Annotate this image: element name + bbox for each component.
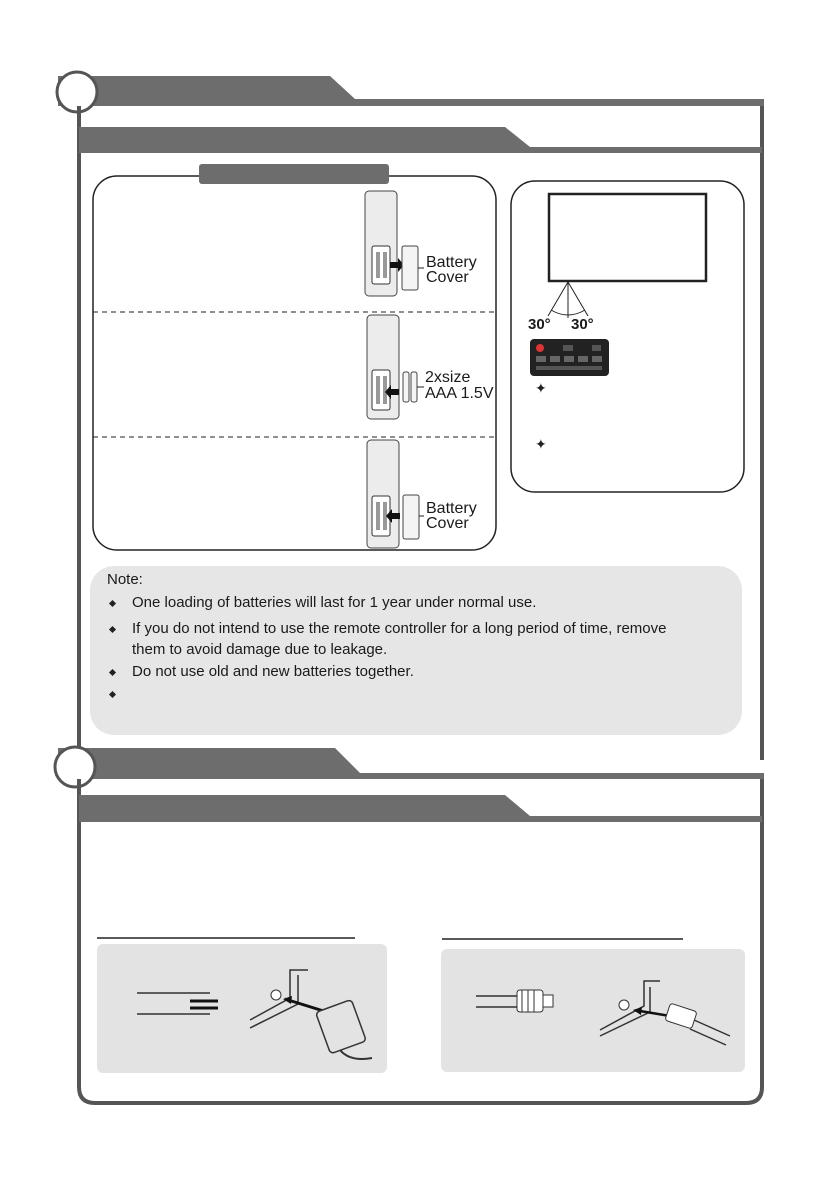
note-item-2: If you do not intend to use the remote controller for a long period of time, remove [132, 620, 667, 637]
section2-subheader-bar [79, 795, 762, 822]
section1-subheader-bar [79, 127, 762, 153]
step3-label-line2: Cover [426, 515, 469, 532]
battery-box [93, 176, 496, 550]
sparkle-icon: ✦ [535, 380, 547, 396]
tv-screen-icon [549, 194, 706, 281]
angle-left-label: 30° [528, 316, 551, 333]
section2-number-circle [55, 747, 95, 787]
section2-header-tab [58, 748, 764, 779]
remote-front-icon [530, 339, 609, 376]
panel-right [441, 949, 745, 1072]
step2-label-line1: 2xsize [425, 369, 471, 386]
step2-label-line2: AAA 1.5V [425, 385, 494, 402]
step1-label-line2: Cover [426, 269, 469, 286]
battery-box-title-bar [199, 164, 389, 184]
note-item-1: One loading of batteries will last for 1 year under normal use. [132, 594, 537, 611]
step1-label-line1: Battery [426, 254, 477, 271]
step3-label-line1: Battery [426, 500, 477, 517]
note-heading: Note: [107, 571, 143, 588]
angle-right-label: 30° [571, 316, 594, 333]
note-item-3: Do not use old and new batteries together. [132, 663, 414, 680]
note-item-2-continued: them to avoid damage due to leakage. [132, 641, 388, 658]
sparkle-icon: ✦ [535, 436, 547, 452]
section1-header-tab [58, 76, 764, 106]
